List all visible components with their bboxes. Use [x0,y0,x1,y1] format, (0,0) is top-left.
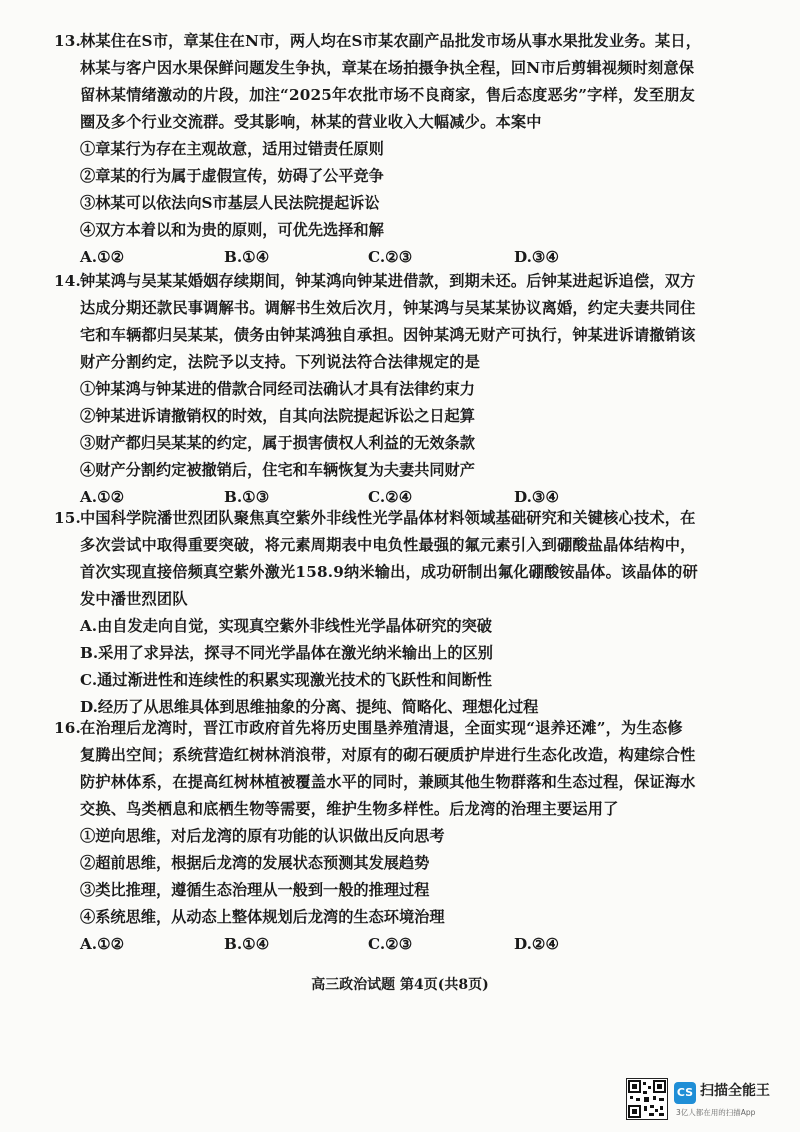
answer-choices [54,244,754,271]
answer-choice-d: D.③④ [514,488,560,506]
question-text-line: 多次尝试中取得重要突破，将元素周期表中电负性最强的氟元素引入到硼酸盐晶体结构中， [80,536,696,554]
question-14 [54,268,754,511]
statement-option: ①钟某鸿与钟某进的借款合同经司法确认才具有法律约束力 [80,380,475,398]
answer-option-c: C.通过渐进性和连续性的积累实现激光技术的飞跃性和间断性 [80,671,492,689]
answer-option-a: A.由自发走向自觉，实现真空紫外非线性光学晶体研究的突破 [80,617,492,635]
answer-choice-c: C.②③ [368,248,413,266]
answer-choice-d: D.②④ [514,935,560,953]
statement-option: ④双方本着以和为贵的原则，可优先选择和解 [80,221,384,239]
answer-choice-b: B.①④ [224,248,270,266]
answer-choices [54,931,754,958]
question-text-line: 在治理后龙湾时，晋江市政府首先将历史围垦养殖清退，全面实现“退养还滩”，为生态修 [80,719,683,737]
question-16 [54,715,754,958]
statement-option: ②超前思维，根据后龙湾的发展状态预测其发展趋势 [80,854,430,872]
page-footer: 高三政治试题 第4页(共8页) [311,977,489,993]
statement-option: ③林某可以依法向S市基层人民法院提起诉讼 [80,194,380,212]
statement-option: ④系统思维，从动态上整体规划后龙湾的生态环境治理 [80,908,445,926]
question-text-line: 交换、鸟类栖息和底栖生物等需要，维护生物多样性。后龙湾的治理主要运用了 [80,800,619,818]
question-text-line: 复腾出空间；系统营造红树林消浪带，对原有的砌石硬质护岸进行生态化改造，构建综合性 [80,746,696,764]
question-15 [54,505,754,721]
answer-choice-b: B.①④ [224,935,270,953]
question-text-line: 首次实现直接倍频真空紫外激光158.9纳米输出，成功研制出氟化硼酸铵晶体。该晶体的研 [80,563,698,581]
scanner-watermark [626,1074,786,1124]
statement-option: ②章某的行为属于虚假宣传，妨碍了公平竞争 [80,167,384,185]
answer-choice-a: A.①② [80,935,125,953]
question-text-line: 圈及多个行业交流群。受其影响，林某的营业收入大幅减少。本案中 [80,113,542,131]
question-number: 13. [54,32,82,50]
question-number: 14. [54,272,82,290]
statement-option: ②钟某进诉请撤销权的时效，自其向法院提起诉讼之日起算 [80,407,475,425]
question-text-line: 防护林体系，在提高红树林植被覆盖水平的同时，兼顾其他生物群落和生态过程，保证海水 [80,773,696,791]
answer-choice-a: A.①② [80,488,125,506]
question-text-line: 达成分期还款民事调解书。调解书生效后次月，钟某鸿与吴某某协议离婚，约定夫妻共同住 [80,299,696,317]
watermark-subtitle: 3亿人都在用的扫描App [676,1108,756,1117]
answer-choice-d: D.③④ [514,248,560,266]
question-13 [54,28,754,271]
question-text-line: 留林某情绪激动的片段，加注“2025年农批市场不良商家，售后态度恶劣”字样，发至朋友 [80,86,695,104]
question-text-line: 财产分割约定，法院予以支持。下列说法符合法律规定的是 [80,353,481,371]
statement-option: ④财产分割约定被撤销后，住宅和车辆恢复为夫妻共同财产 [80,461,475,479]
answer-choice-c: C.②③ [368,935,413,953]
statement-option: ③类比推理，遵循生态治理从一般到一般的推理过程 [80,881,430,899]
question-text-line: 中国科学院潘世烈团队聚焦真空紫外非线性光学晶体材料领域基础研究和关键核心技术，在 [80,509,696,527]
question-number: 15. [54,509,82,527]
answer-choice-c: C.②④ [368,488,413,506]
question-text-line: 林某住在S市，章某住在N市，两人均在S市某农副产品批发市场从事水果批发业务。某日， [80,32,702,50]
statement-option: ①章某行为存在主观故意，适用过错责任原则 [80,140,384,158]
question-text-line: 宅和车辆都归吴某某，债务由钟某鸿独自承担。因钟某鸿无财产可执行，钟某进诉请撤销该 [80,326,696,344]
statement-option: ③财产都归吴某某的约定，属于损害债权人利益的无效条款 [80,434,475,452]
watermark-title: 扫描全能王 [700,1083,770,1099]
answer-choice-b: B.①③ [224,488,270,506]
answer-choice-a: A.①② [80,248,125,266]
question-number: 16. [54,719,82,737]
qr-code-icon [626,1078,668,1120]
answer-option-d: D.经历了从思维具体到思维抽象的分离、提纯、简略化、理想化过程 [80,698,539,716]
question-text-line: 林某与客户因水果保鲜问题发生争执，章某在场拍摄争执全程，回N市后剪辑视频时刻意保 [80,59,695,77]
question-text-line: 钟某鸿与吴某某婚姻存续期间，钟某鸿向钟某进借款，到期未还。后钟某进起诉追偿，双方 [80,272,696,290]
answer-option-b: B.采用了求异法，探寻不同光学晶体在激光纳米输出上的区别 [80,644,493,662]
statement-option: ①逆向思维，对后龙湾的原有功能的认识做出反向思考 [80,827,445,845]
question-text-line: 发中潘世烈团队 [80,590,188,608]
camscanner-logo: CS [674,1082,696,1104]
